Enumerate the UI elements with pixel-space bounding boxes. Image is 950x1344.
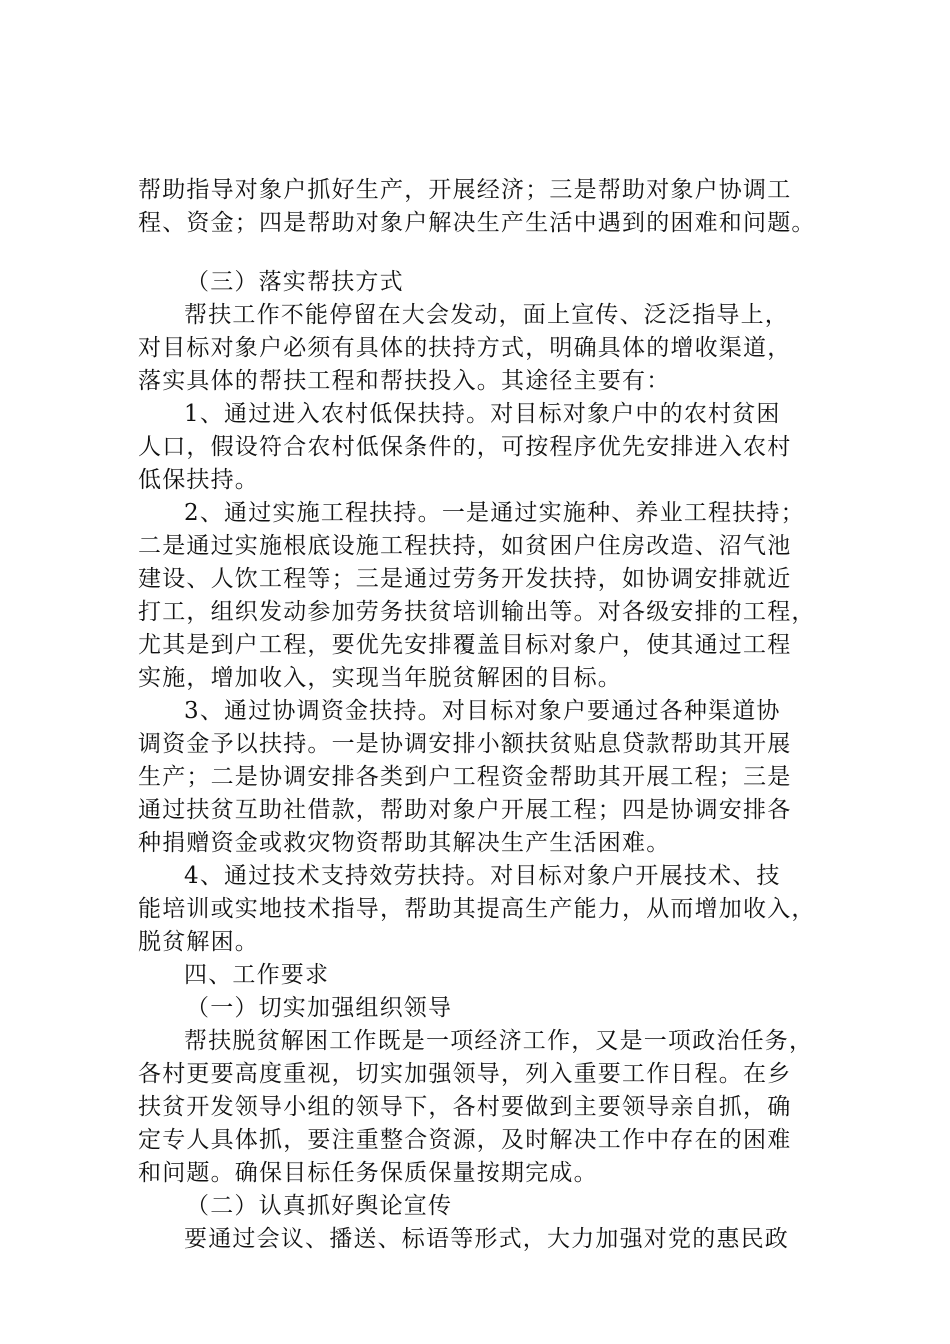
section-heading: （二）认真抓好舆论宣传 [186,1193,453,1219]
text-line: 各村更要高度重视，切实加强领导，列入重要工作日程。在乡 [138,1061,792,1087]
text-line: 落实具体的帮扶工程和帮扶投入。其途径主要有： [138,368,671,394]
text-line: 能培训或实地技术指导，帮助其提高生产能力，从而增加收入， [138,896,816,922]
text-line: 脱贫解困。 [138,929,259,955]
text-line: 程、资金；四是帮助对象户解决生产生活中遇到的困难和问题。 [138,210,816,236]
text-line: 低保扶持。 [138,467,259,493]
text-line: 二是通过实施根底设施工程扶持，如贫困户住房改造、沼气池 [138,533,792,559]
section-heading: （三）落实帮扶方式 [186,269,404,295]
continuation-paragraph [138,174,838,240]
text-line: 帮扶工作不能停留在大会发动，面上宣传、泛泛指导上， [184,302,789,328]
main-section [138,266,838,1256]
text-line: 扶贫开发领导小组的领导下，各村要做到主要领导亲自抓，确 [138,1094,792,1120]
text-line: 建设、人饮工程等；三是通过劳务开发扶持，如协调安排就近 [138,566,792,592]
text-line: 要通过会议、播送、标语等形式，大力加强对党的惠民政 [184,1226,789,1252]
text-line: 人口，假设符合农村低保条件的，可按程序优先安排进入农村 [138,434,792,460]
text-line: 帮助指导对象户抓好生产，开展经济；三是帮助对象户协调工 [138,177,792,203]
text-line: 帮扶脱贫解困工作既是一项经济工作，又是一项政治任务， [184,1028,814,1054]
text-line: 4、通过技术支持效劳扶持。对目标对象户开展技术、技 [184,863,781,889]
text-line: 2、通过实施工程扶持。一是通过实施种、养业工程扶持； [184,500,805,526]
section-heading: （一）切实加强组织领导 [186,995,453,1021]
text-line: 实施，增加收入，实现当年脱贫解困的目标。 [138,665,622,691]
text-line: 尤其是到户工程，要优先安排覆盖目标对象户，使其通过工程 [138,632,792,658]
text-line: 定专人具体抓，要注重整合资源，及时解决工作中存在的困难 [138,1127,792,1153]
text-line: 通过扶贫互助社借款，帮助对象户开展工程；四是协调安排各 [138,797,792,823]
text-line: 3、通过协调资金扶持。对目标对象户要通过各种渠道协 [184,698,781,724]
text-line: 1、通过进入农村低保扶持。对目标对象户中的农村贫困 [184,401,781,427]
text-line: 和问题。确保目标任务保质保量按期完成。 [138,1160,598,1186]
text-line: 生产；二是协调安排各类到户工程资金帮助其开展工程；三是 [138,764,792,790]
text-line: 打工，组织发动参加劳务扶贫培训输出等。对各级安排的工程， [138,599,816,625]
text-line: 对目标对象户必须有具体的扶持方式，明确具体的增收渠道， [138,335,792,361]
text-line: 调资金予以扶持。一是协调安排小额扶贫贴息贷款帮助其开展 [138,731,792,757]
text-line: 种捐赠资金或救灾物资帮助其解决生产生活困难。 [138,830,671,856]
section-heading: 四、工作要求 [184,962,330,988]
